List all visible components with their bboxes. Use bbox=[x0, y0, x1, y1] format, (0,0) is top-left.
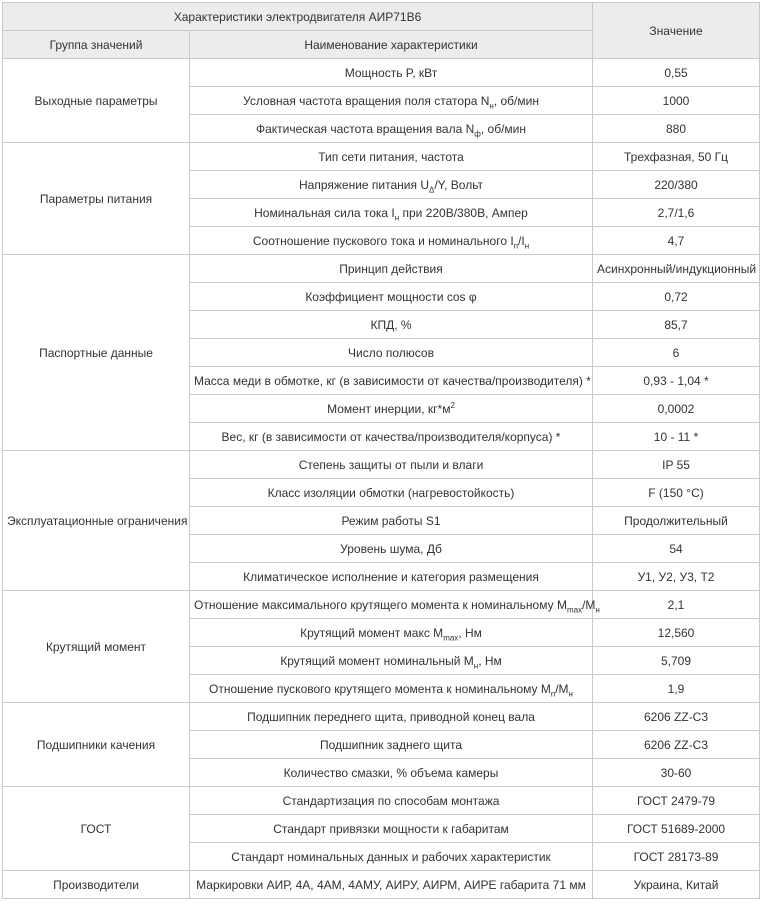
table-row bbox=[3, 703, 760, 731]
characteristic-value: 12,560 bbox=[593, 619, 760, 647]
characteristic-value: 220/380 bbox=[593, 171, 760, 199]
characteristic-name: Стандартизация по способам монтажа bbox=[190, 787, 593, 815]
characteristic-name: Стандарт привязки мощности к габаритам bbox=[190, 815, 593, 843]
characteristic-name: Напряжение питания $U_\Delta/Y$, Вольт bbox=[190, 171, 593, 199]
characteristic-value: 0,0002 bbox=[593, 395, 760, 423]
group-label: Производители bbox=[3, 871, 190, 899]
characteristic-value: 5,709 bbox=[593, 647, 760, 675]
characteristic-name: Тип сети питания, частота bbox=[190, 143, 593, 171]
group-label: Эксплуатационные ограничения bbox=[3, 451, 190, 591]
characteristic-value: ГОСТ 2479-79 bbox=[593, 787, 760, 815]
characteristic-value: 10 - 11 * bbox=[593, 423, 760, 451]
subscript: max bbox=[566, 604, 583, 614]
characteristic-name: Уровень шума, Дб bbox=[190, 535, 593, 563]
characteristic-name: Крутящий момент номинальный $M_н$, Нм bbox=[190, 647, 593, 675]
characteristic-name: Отношение пускового крутящего момента к номинальному $M_п/M_н$ bbox=[190, 675, 593, 703]
characteristic-value: 1,9 bbox=[593, 675, 760, 703]
characteristic-name: Фактическая частота вращения вала $N_ф$, об/мин bbox=[190, 115, 593, 143]
characteristic-name: КПД, % bbox=[190, 311, 593, 339]
table-row bbox=[3, 591, 760, 619]
group-label: Выходные параметры bbox=[3, 59, 190, 143]
characteristic-value: Асинхронный/индукционный bbox=[593, 255, 760, 283]
group-label: Паспортные данные bbox=[3, 255, 190, 451]
characteristic-value: 0,93 - 1,04 * bbox=[593, 367, 760, 395]
characteristic-name: Номинальная сила тока $I_н$ при 220В/380В, Ампер bbox=[190, 199, 593, 227]
table-row bbox=[3, 787, 760, 815]
subscript: max bbox=[443, 632, 459, 642]
characteristic-name: Подшипник переднего щита, приводной конец вала bbox=[190, 703, 593, 731]
subscript: н bbox=[394, 212, 400, 222]
characteristic-value: 2,1 bbox=[593, 591, 760, 619]
characteristic-value: ГОСТ 51689-2000 bbox=[593, 815, 760, 843]
characteristic-value: 2,7/1,6 bbox=[593, 199, 760, 227]
characteristic-name: Класс изоляции обмотки (нагревостойкость) bbox=[190, 479, 593, 507]
characteristic-value: Трехфазная, 50 Гц bbox=[593, 143, 760, 171]
characteristic-name: Условная частота вращения поля статора $N_н$, об/мин bbox=[190, 87, 593, 115]
characteristic-value: F (150 °C) bbox=[593, 479, 760, 507]
subscript: Δ bbox=[428, 184, 435, 194]
characteristic-name: Крутящий момент макс $M_{max}$, Нм bbox=[190, 619, 593, 647]
subscript: н bbox=[524, 240, 530, 250]
group-label: ГОСТ bbox=[3, 787, 190, 871]
table-row bbox=[3, 451, 760, 479]
subscript: н bbox=[489, 100, 494, 110]
superscript: 2 bbox=[450, 400, 455, 410]
characteristic-value: 54 bbox=[593, 535, 760, 563]
name-column-header: Наименование характеристики bbox=[190, 31, 593, 59]
characteristic-name: Соотношение пускового тока и номинального $I_п/I_н$ bbox=[190, 227, 593, 255]
table-body bbox=[3, 59, 760, 899]
characteristic-value: 85,7 bbox=[593, 311, 760, 339]
characteristic-name: Отношение максимального крутящего момента к номинальному $M_{max}/M_н$ bbox=[190, 591, 593, 619]
characteristic-name: Подшипник заднего щита bbox=[190, 731, 593, 759]
characteristic-name: Режим работы S1 bbox=[190, 507, 593, 535]
characteristic-name: Степень защиты от пыли и влаги bbox=[190, 451, 593, 479]
subscript: н bbox=[568, 688, 573, 698]
group-label: Подшипники качения bbox=[3, 703, 190, 787]
characteristic-name: Момент инерции, $кг*м^2$ bbox=[190, 395, 593, 423]
characteristic-name: Маркировки АИР, 4А, 4АМ, 4АМУ, АИРУ, АИРМ, АИРЕ габарита 71 мм bbox=[190, 871, 593, 899]
subscript: н bbox=[473, 660, 479, 670]
characteristic-value: 6 bbox=[593, 339, 760, 367]
group-label: Крутящий момент bbox=[3, 591, 190, 703]
characteristic-value: 6206 ZZ-C3 bbox=[593, 703, 760, 731]
characteristic-value: ГОСТ 28173-89 bbox=[593, 843, 760, 871]
characteristic-value: 4,7 bbox=[593, 227, 760, 255]
characteristic-name: Количество смазки, % объема камеры bbox=[190, 759, 593, 787]
characteristic-value: 880 bbox=[593, 115, 760, 143]
table-row bbox=[3, 143, 760, 171]
characteristic-value: У1, У2, У3, Т2 bbox=[593, 563, 760, 591]
subscript: ф bbox=[474, 128, 481, 138]
value-column-header: Значение bbox=[593, 3, 760, 59]
group-label: Параметры питания bbox=[3, 143, 190, 255]
characteristic-value: 1000 bbox=[593, 87, 760, 115]
characteristic-name: Масса меди в обмотке, кг (в зависимости от качества/производителя) * bbox=[190, 367, 593, 395]
characteristic-name: Число полюсов bbox=[190, 339, 593, 367]
table-row bbox=[3, 59, 760, 87]
table-row bbox=[3, 255, 760, 283]
subscript: п bbox=[513, 240, 519, 250]
characteristic-value: 30-60 bbox=[593, 759, 760, 787]
characteristic-name: Вес, кг (в зависимости от качества/производителя/корпуса) * bbox=[190, 423, 593, 451]
subscript: н bbox=[595, 604, 600, 614]
characteristic-value: 0,55 bbox=[593, 59, 760, 87]
characteristic-value: 6206 ZZ-C3 bbox=[593, 731, 760, 759]
characteristic-name: Стандарт номинальных данных и рабочих характеристик bbox=[190, 843, 593, 871]
group-column-header: Группа значений bbox=[3, 31, 190, 59]
characteristic-name: Мощность P, кВт bbox=[190, 59, 593, 87]
characteristic-value: 0,72 bbox=[593, 283, 760, 311]
table-header bbox=[3, 3, 760, 59]
subscript: п bbox=[550, 688, 556, 698]
characteristic-value: Продолжительный bbox=[593, 507, 760, 535]
table-row bbox=[3, 871, 760, 899]
table-title: Характеристики электродвигателя АИР71В6 bbox=[3, 3, 593, 31]
characteristic-value: IP 55 bbox=[593, 451, 760, 479]
motor-spec-table bbox=[2, 2, 760, 899]
characteristic-value: Украина, Китай bbox=[593, 871, 760, 899]
characteristic-name: Коэффициент мощности cos φ bbox=[190, 283, 593, 311]
characteristic-name: Принцип действия bbox=[190, 255, 593, 283]
characteristic-name: Климатическое исполнение и категория размещения bbox=[190, 563, 593, 591]
